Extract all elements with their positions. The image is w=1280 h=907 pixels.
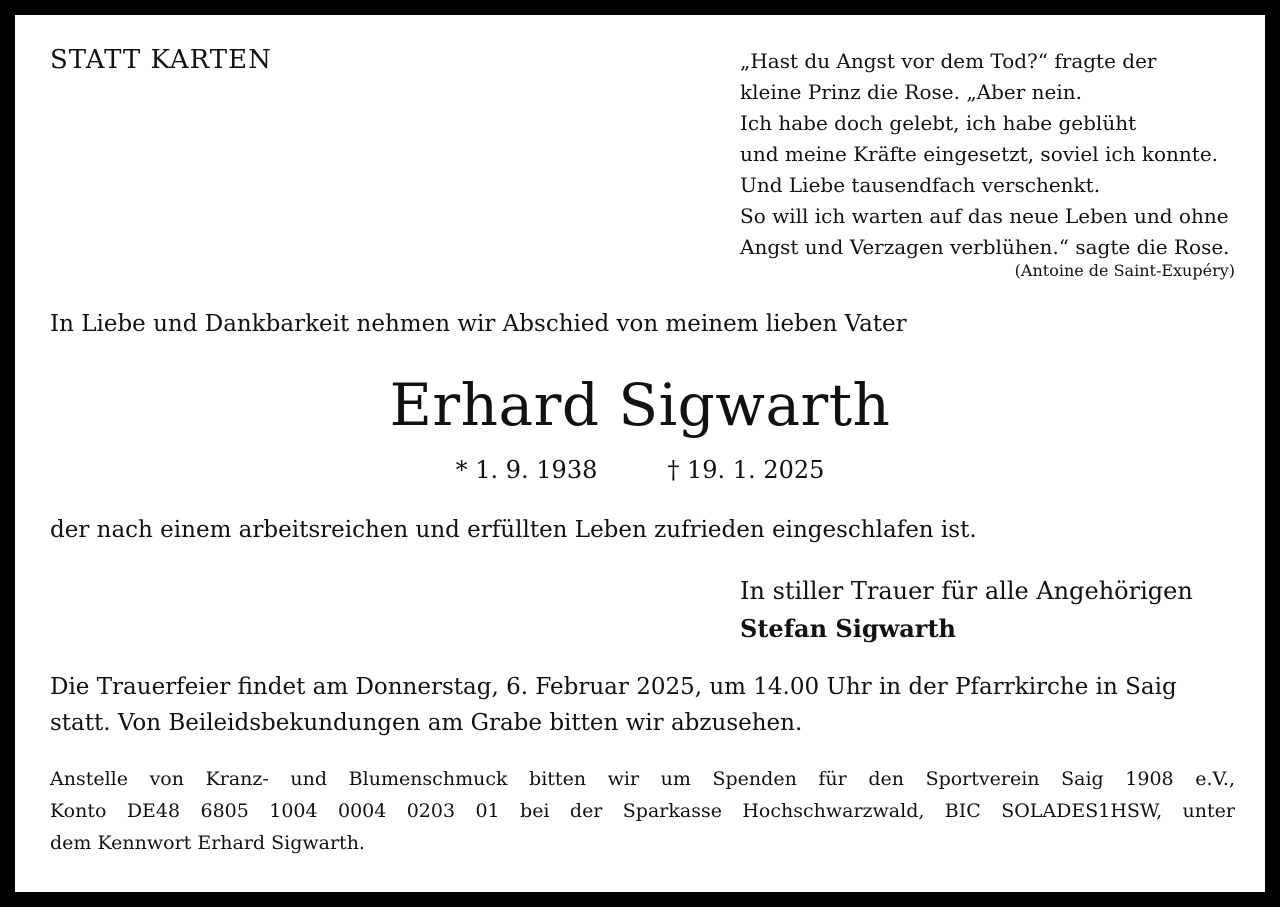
donation-line: dem Kennwort Erhard Sigwarth. xyxy=(50,832,365,854)
quote-line: „Hast du Angst vor dem Tod?“ fragte der xyxy=(740,49,1157,73)
birth-date: * 1. 9. 1938 xyxy=(455,456,598,484)
quote-line: Und Liebe tausendfach verschenkt. xyxy=(740,173,1101,197)
service-line: statt. Von Beileidsbekundungen am Grabe bitten wir abzusehen. xyxy=(50,710,803,736)
service-info xyxy=(50,669,1235,741)
deceased-name: Erhard Sigwarth xyxy=(389,371,891,439)
mourners-signer: Stefan Sigwarth xyxy=(740,614,956,643)
quote-line: kleine Prinz die Rose. „Aber nein. xyxy=(740,80,1083,104)
statt-karten-label: STATT KARTEN xyxy=(50,45,272,75)
mourners-heading: In stiller Trauer für alle Angehörigen xyxy=(740,577,1193,605)
life-dates xyxy=(15,456,1265,484)
quote-line: So will ich warten auf das neue Leben und ohne xyxy=(740,204,1229,228)
donation-line: Konto DE48 6805 1004 0004 0203 01 bei der Sparkasse Hochschwarzwald, BIC SOLADES1HSW, unter xyxy=(50,800,1235,822)
service-line: Die Trauerfeier findet am Donnerstag, 6. Februar 2025, um 14.00 Uhr in der Pfarrkirche in Saig xyxy=(50,674,1177,700)
intro-text: In Liebe und Dankbarkeit nehmen wir Abschied von meinem lieben Vater xyxy=(50,311,907,337)
mourners-block xyxy=(740,573,1193,647)
donation-line: Anstelle von Kranz- und Blumenschmuck bitten wir um Spenden für den Sportverein Saig 1908 e.V., xyxy=(50,768,1235,790)
quote-line: und meine Kräfte eingesetzt, soviel ich konnte. xyxy=(740,142,1219,166)
obituary-notice xyxy=(15,15,1265,892)
quote-block xyxy=(740,46,1235,283)
after-text: der nach einem arbeitsreichen und erfüllten Leben zufrieden eingeschlafen ist. xyxy=(50,517,977,543)
death-date: † 19. 1. 2025 xyxy=(667,456,825,484)
quote-source: (Antoine de Saint-Exupéry) xyxy=(1014,261,1235,280)
donation-info xyxy=(50,763,1235,859)
quote-line: Ich habe doch gelebt, ich habe geblüht xyxy=(740,111,1137,135)
quote-line: Angst und Verzagen verblühen.“ sagte die Rose. xyxy=(740,235,1230,259)
